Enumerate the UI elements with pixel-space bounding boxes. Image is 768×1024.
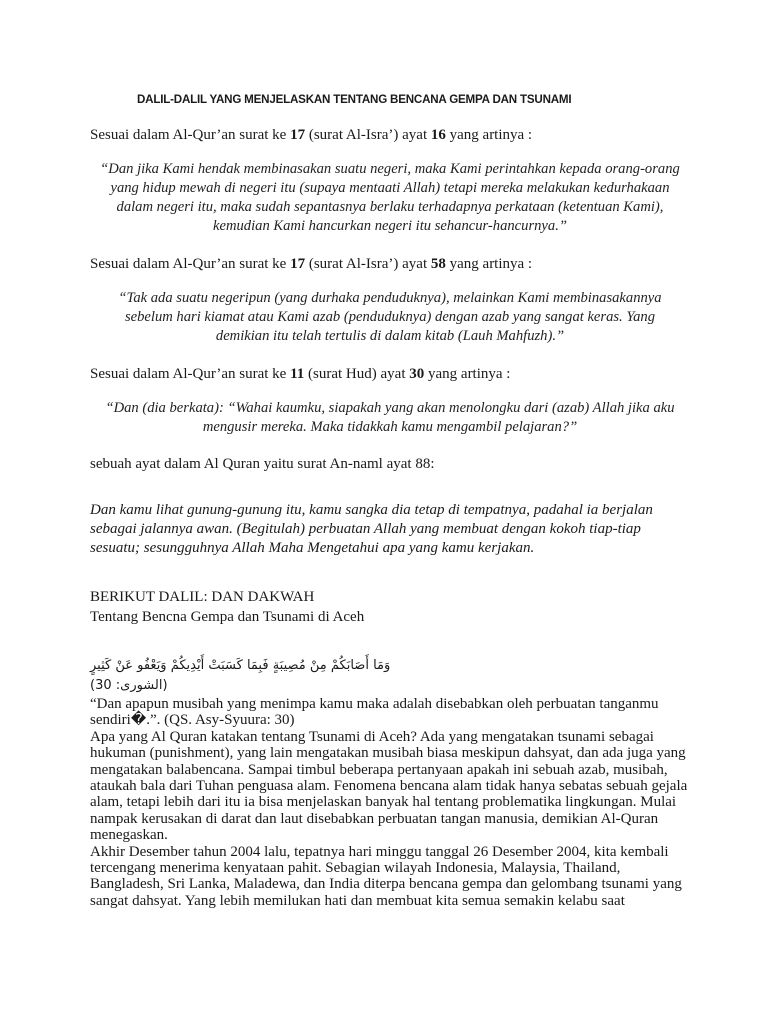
verse-translation: “Dan apapun musibah yang menimpa kamu maka adalah disebabkan oleh perbuatan tanganmu sendiri�.”. (QS. Asy-Syuura: 30): [90, 696, 659, 729]
ref-text: (surat Al-Isra’) ayat: [305, 256, 431, 272]
verse-quote: “Dan jika Kami hendak membinasakan suatu negeri, maka Kami perintahkan kepada orang-orang yang hidup mewah di negeri itu (supaya mentaati Allah) tetapi mereka melakukan kedurhakaan dalam negeri itu, maka sudah sepantasnya berlaku terhadapnya perkataan (ketentuan Kami), kemudian Kami hancurkan negeri itu sehancur-hancurnya.”: [100, 161, 680, 234]
document-page: [90, 0, 695, 909]
ayat-number: 58: [430, 256, 446, 272]
document-title: DALIL-DALIL YANG MENJELASKAN TENTANG BENCANA GEMPA DAN TSUNAMI: [137, 93, 572, 106]
ref-text: yang artinya :: [445, 256, 533, 272]
paragraph: Apa yang Al Quran katakan tentang Tsunami di Aceh? Ada yang mengatakan tsunami sebagai hukuman (punishment), yang lain mengatakan musibah biasa meskipun dahsyat, dan ada juga yang mengatakan balabencana. Sampai timbul beberapa pertanyaan apakah ini sebuah azab, musibah, ataukah bala dari Tuhan penguasa alam. Fenomena bencana alam tidak hanya sebatas sebuah gejala alam, tetapi lebih dari itu ia bisa menjelaskan banyak hal tentang problematika lingkungan. Mulai nampak kerusakan di darat dan laut disebabkan perbuatan tangan manusia, demikian Al-Quran menegaskan.: [90, 728, 688, 844]
annaml-intro: sebuah ayat dalam Al Quran yaitu surat An-naml ayat 88:: [90, 456, 435, 472]
ref-text: yang artinya :: [445, 127, 533, 143]
ref-text: (surat Al-Isra’) ayat: [305, 127, 431, 143]
section-subheading: Tentang Bencna Gempa dan Tsunami di Aceh: [90, 609, 365, 625]
section-heading: BERIKUT DALIL: DAN DAKWAH: [90, 589, 315, 605]
ref-text: (surat Hud) ayat: [304, 366, 410, 382]
ayat-number: 30: [409, 366, 425, 382]
arabic-verse: وَمَا أَصَابَكُمْ مِنْ مُصِيبَةٍ فَبِمَا كَسَبَتْ أَيْدِيكُمْ وَيَعْفُو عَنْ كَثِيرٍ (الشورى: 30): [90, 658, 391, 693]
verse-reference: [90, 255, 695, 273]
paragraph: Akhir Desember tahun 2004 lalu, tepatnya hari minggu tanggal 26 Desember 2004, kita kembali tercengang menerima kenyataan pahit. Sebagian wilayah Indonesia, Malaysia, Thailand, Bangladesh, Sri Lanka, Maladewa, dan India diterpa bencana gempa dan gelombang tsunami yang sangat dahsyat. Yang lebih memilukan hati dan membuat kita semua semakin kelabu saat: [90, 843, 682, 909]
verse-quote: “Dan (dia berkata): “Wahai kaumku, siapakah yang akan menolongku dari (azab) Allah jika aku mengusir mereka. Maka tidakkah kamu mengambil pelajaran?”: [105, 400, 675, 435]
ref-text: Sesuai dalam Al-Qur’an surat ke: [90, 256, 291, 272]
surah-number: 11: [290, 366, 305, 382]
ref-text: Sesuai dalam Al-Qur’an surat ke: [90, 127, 291, 143]
verse-reference: [90, 365, 695, 383]
ref-text: yang artinya :: [424, 366, 511, 382]
ref-text: Sesuai dalam Al-Qur’an surat ke: [90, 366, 291, 382]
verse-reference: [90, 126, 695, 144]
surah-number: 17: [290, 256, 306, 272]
verse-quote: “Tak ada suatu negeripun (yang durhaka penduduknya), melainkan Kami membinasakannya sebelum hari kiamat atau Kami azab (penduduknya) dengan azab yang sangat keras. Yang demikian itu telah tertulis di dalam kitab (Lauh Mahfuzh).”: [118, 290, 662, 344]
ayat-number: 16: [430, 127, 446, 143]
surah-number: 17: [290, 127, 306, 143]
annaml-text: Dan kamu lihat gunung-gunung itu, kamu sangka dia tetap di tempatnya, padahal ia berjalan sebagai jalannya awan. (Begitulah) perbuatan Allah yang membuat dengan kokoh tiap-tiap sesuatu; sesungguhnya Allah Maha Mengetahui apa yang kamu kerjakan.: [90, 502, 653, 556]
